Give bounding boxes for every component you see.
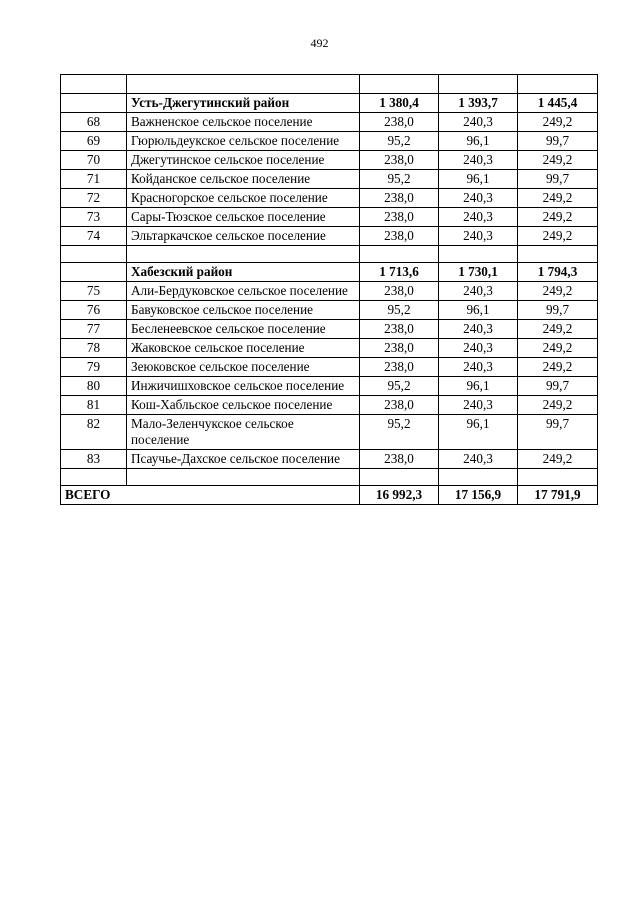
row-value: 249,2 [518,282,598,301]
row-value: 240,3 [439,227,518,246]
row-value: 240,3 [439,450,518,469]
district-value: 1 794,3 [518,263,598,282]
settlement-name: Зеюковское сельское поселение [127,358,360,377]
row-value: 240,3 [439,358,518,377]
row-value: 249,2 [518,396,598,415]
row-value: 249,2 [518,227,598,246]
row-number: 79 [61,358,127,377]
settlement-name: Гюрюльдеукское сельское поселение [127,132,360,151]
settlement-name: Койданское сельское поселение [127,170,360,189]
district-name: Хабезский район [127,263,360,282]
table-row [61,377,598,396]
row-value: 249,2 [518,320,598,339]
page-number: 492 [310,36,329,50]
row-value: 240,3 [439,113,518,132]
row-value: 238,0 [360,208,439,227]
table-row [61,282,598,301]
row-number: 77 [61,320,127,339]
table-row [61,320,598,339]
total-row [61,486,598,505]
blank-row [61,75,598,94]
settlement-name: Сары-Тюзское сельское поселение [127,208,360,227]
settlement-name: Важненское сельское поселение [127,113,360,132]
table-row [61,189,598,208]
row-number: 68 [61,113,127,132]
settlement-name: Жаковское сельское поселение [127,339,360,358]
district-value: 1 380,4 [360,94,439,113]
table-row [61,113,598,132]
district-value: 1 393,7 [439,94,518,113]
row-value: 238,0 [360,450,439,469]
table-row [61,396,598,415]
row-value: 238,0 [360,113,439,132]
table-row [61,151,598,170]
blank-row [61,469,598,486]
row-value: 99,7 [518,170,598,189]
row-value: 95,2 [360,170,439,189]
row-number: 75 [61,282,127,301]
row-value: 238,0 [360,396,439,415]
district-1-rows [61,113,598,246]
row-number: 71 [61,170,127,189]
table-row [61,132,598,151]
row-number: 80 [61,377,127,396]
settlement-name: Джегутинское сельское поселение [127,151,360,170]
row-value: 249,2 [518,189,598,208]
row-value: 238,0 [360,189,439,208]
row-number: 72 [61,189,127,208]
row-number: 83 [61,450,127,469]
row-value: 240,3 [439,208,518,227]
row-value: 238,0 [360,227,439,246]
settlement-name: Али-Бердуковское сельское поселение [127,282,360,301]
row-value: 249,2 [518,208,598,227]
district-value: 1 713,6 [360,263,439,282]
table-footer [61,469,598,505]
row-value: 96,1 [439,377,518,396]
row-value: 249,2 [518,113,598,132]
settlement-name: Бавуковское сельское поселение [127,301,360,320]
table-row [61,170,598,189]
table-row [61,450,598,469]
row-value: 238,0 [360,151,439,170]
settlement-name: Эльтаркачское сельское поселение [127,227,360,246]
row-number: 76 [61,301,127,320]
row-value: 238,0 [360,282,439,301]
table-body [61,75,598,113]
settlement-name: Бесленеевское сельское поселение [127,320,360,339]
row-value: 99,7 [518,415,598,450]
row-number: 69 [61,132,127,151]
row-number: 73 [61,208,127,227]
row-value: 96,1 [439,415,518,450]
row-value: 240,3 [439,282,518,301]
row-value: 249,2 [518,151,598,170]
row-value: 238,0 [360,320,439,339]
table-row [61,358,598,377]
table-row [61,339,598,358]
row-number: 81 [61,396,127,415]
district-row [61,263,598,282]
table-row [61,227,598,246]
district-row [61,94,598,113]
row-value: 238,0 [360,339,439,358]
row-value: 240,3 [439,396,518,415]
row-number: 82 [61,415,127,450]
district-name: Усть-Джегутинский район [127,94,360,113]
row-value: 95,2 [360,415,439,450]
row-value: 240,3 [439,189,518,208]
row-value: 249,2 [518,358,598,377]
row-value: 238,0 [360,358,439,377]
row-value: 240,3 [439,151,518,170]
row-value: 95,2 [360,301,439,320]
district-2-rows [61,282,598,469]
row-value: 96,1 [439,132,518,151]
district-value: 1 730,1 [439,263,518,282]
row-value: 240,3 [439,320,518,339]
total-value: 17 791,9 [518,486,598,505]
row-value: 95,2 [360,132,439,151]
settlement-name: Мало-Зеленчукское сельское поселение [127,415,360,450]
row-value: 240,3 [439,339,518,358]
row-number: 70 [61,151,127,170]
budget-table [60,74,598,505]
row-value: 99,7 [518,301,598,320]
total-value: 16 992,3 [360,486,439,505]
settlement-name: Красногорское сельское поселение [127,189,360,208]
district-2-header [61,246,598,282]
settlement-name: Инжичишховское сельское поселение [127,377,360,396]
row-number: 78 [61,339,127,358]
row-number: 74 [61,227,127,246]
total-label: ВСЕГО [61,486,360,505]
blank-row [61,246,598,263]
row-value: 96,1 [439,301,518,320]
row-value: 99,7 [518,132,598,151]
row-value: 96,1 [439,170,518,189]
row-value: 249,2 [518,339,598,358]
table-row [61,208,598,227]
district-value: 1 445,4 [518,94,598,113]
row-value: 249,2 [518,450,598,469]
row-value: 95,2 [360,377,439,396]
settlement-name: Кош-Хабльское сельское поселение [127,396,360,415]
total-value: 17 156,9 [439,486,518,505]
table-row [61,415,598,450]
table-row [61,301,598,320]
settlement-name: Псаучье-Дахское сельское поселение [127,450,360,469]
row-value: 99,7 [518,377,598,396]
